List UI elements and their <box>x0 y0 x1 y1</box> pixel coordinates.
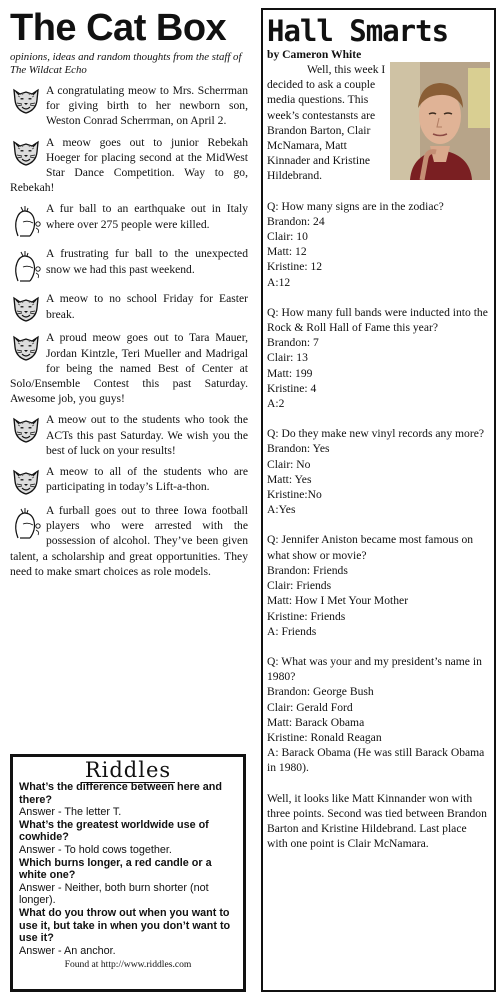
cat-box-subtitle: opinions, ideas and random thoughts from the staff of The Wildcat Echo <box>10 51 242 76</box>
brief-text: A meow out to the students who took the ACTs this past Saturday. We wish you the best of luck on your results! <box>46 413 248 457</box>
cat-box-briefs <box>10 83 248 579</box>
cat-box-brief <box>10 330 248 406</box>
riddle-answer: Answer - The letter T. <box>19 806 122 819</box>
wildcat-head-icon <box>10 413 42 445</box>
quiz-answer-line: Brandon: 24 <box>267 214 325 228</box>
riddle-answer: Answer - To hold cows together. <box>19 843 172 856</box>
brief-text: A proud meow goes out to Tara Mauer, Jordan Kintzle, Teri Mueller and Madrigal for being the named Best of Center at Solo/Ensemble Contest this past Saturday. Awesome job, you guys! <box>10 331 248 406</box>
quiz-question: Q: How many full bands were inducted into the Rock & Roll Hall of Fame this year? <box>267 305 488 335</box>
quiz-question-block <box>267 532 490 638</box>
quiz-answer-line: Clair: No <box>267 457 311 471</box>
hall-smarts-title: Hall Smarts <box>267 14 449 48</box>
riddle-question: What’s the difference between here and there? <box>19 781 222 806</box>
intro-text: Well, this week I decided to ask a couple media questions. This week’s contestansts are Brandon Barton, Clair McNamara, Matt Kinnader and Kristine Hildebrand. <box>267 63 386 183</box>
coughing-cat-icon <box>10 247 42 285</box>
cat-box-brief <box>10 83 248 129</box>
riddle-answer: Answer - Neither, both burn shorter (not longer). <box>19 881 209 907</box>
quiz-answer-line: Kristine: Ronald Reagan <box>267 730 382 744</box>
quiz-answer-line: Kristine: 12 <box>267 260 323 274</box>
quiz-answer-line: Matt: Yes <box>267 472 312 486</box>
quiz-answer-line: Clair: 10 <box>267 230 308 244</box>
quiz-answer-line: A: Friends <box>267 624 317 638</box>
riddles-source: Found at http://www.riddles.com <box>64 959 192 971</box>
quiz-answer-line: Kristine:No <box>267 488 322 502</box>
author-photo <box>390 62 490 180</box>
riddles-title: Riddles <box>19 759 237 781</box>
brief-text: A meow to all of the students who are participating in today’s Lift-a-thon. <box>46 465 248 494</box>
brief-text: A fur ball to an earthquake out in Italy where over 275 people were killed. <box>46 202 248 231</box>
quiz-answer-line: A: Barack Obama (He was still Barack Obama in 1980). <box>267 746 485 775</box>
cat-box-title: The Cat Box <box>10 7 227 49</box>
quiz-answer-line: A:Yes <box>267 503 296 517</box>
quiz-question-block <box>267 199 490 290</box>
quiz-question: Q: How many signs are in the zodiac? <box>267 199 444 213</box>
riddle-question: What’s the greatest worldwide use of cowhide? <box>19 818 209 844</box>
brief-text: A frustrating fur ball to the unexpected snow we had this past weekend. <box>46 247 248 276</box>
quiz-answer-line: Kristine: 4 <box>267 381 317 395</box>
brief-text: A furball goes out to three Iowa football players who were arrested with the possession of alcohol. They’ve been given talent, a scholarship and great opportunities. They need to make smart choices as role models. <box>10 504 248 578</box>
cat-box-brief <box>10 246 248 285</box>
quiz-answer-line: A:12 <box>267 275 291 289</box>
wildcat-head-icon <box>10 331 42 363</box>
wildcat-head-icon <box>10 465 42 497</box>
quiz-question-block <box>267 654 490 776</box>
quiz-questions <box>267 199 490 776</box>
quiz-answer-line: Kristine: Friends <box>267 609 346 623</box>
coughing-cat-icon <box>10 202 42 240</box>
riddle-list <box>19 781 237 957</box>
brief-text: A meow goes out to junior Rebekah Hoeger for placing second at the MidWest Star Dance Competition. Way to go, Rebekah! <box>10 135 248 195</box>
quiz-answer-line: Brandon: 7 <box>267 336 319 350</box>
cat-box-brief <box>10 464 248 497</box>
cat-box-brief <box>10 503 248 579</box>
closing-text: Well, it looks like Matt Kinnander won with three points. Second was tied between Brandon Barton and Kristine Hildebrand. Last place with one point is Clair McNamara. <box>267 791 487 851</box>
wildcat-head-icon <box>10 292 42 324</box>
wildcat-head-icon <box>10 136 42 168</box>
brief-text: A meow to no school Friday for Easter break. <box>46 292 248 321</box>
riddle-question: Which burns longer, a red candle or a white one? <box>19 856 212 882</box>
quiz-question: Q: Do they make new vinyl records any more? <box>267 427 484 441</box>
quiz-answer-line: Matt: 12 <box>267 245 307 259</box>
riddles-box <box>10 754 246 992</box>
quiz-answer-line: Matt: How I Met Your Mother <box>267 594 409 608</box>
riddle-answer: Answer - An anchor. <box>19 944 116 957</box>
quiz-answer-line: Clair: Friends <box>267 579 332 593</box>
quiz-answer-line: A:2 <box>267 397 285 411</box>
wildcat-head-icon <box>10 84 42 116</box>
coughing-cat-icon <box>10 504 42 542</box>
quiz-question-block <box>267 426 490 517</box>
quiz-answer-line: Brandon: Friends <box>267 563 348 577</box>
cat-box-brief <box>10 135 248 196</box>
riddle-question: What do you throw out when you want to use it, but take in when you don’t want to use it? <box>19 906 231 945</box>
cat-box-brief <box>10 291 248 324</box>
quiz-question: Q: What was your and my president’s name in 1980? <box>267 654 482 684</box>
quiz-answer-line: Brandon: George Bush <box>267 685 374 699</box>
quiz-question: Q: Jennifer Aniston became most famous on what show or movie? <box>267 533 474 562</box>
quiz-answer-line: Matt: 199 <box>267 366 313 380</box>
quiz-answer-line: Clair: Gerald Ford <box>267 700 353 714</box>
quiz-answer-line: Clair: 13 <box>267 351 308 365</box>
quiz-question-block <box>267 305 490 411</box>
byline: by Cameron White <box>267 48 362 61</box>
quiz-answer-line: Matt: Barack Obama <box>267 715 365 729</box>
quiz-answer-line: Brandon: Yes <box>267 442 330 456</box>
hall-smarts-column <box>261 8 496 992</box>
cat-box-brief <box>10 201 248 240</box>
cat-box-brief <box>10 412 248 458</box>
brief-text: A congratulating meow to Mrs. Scherrman for giving birth to her newborn son, Weston Conrad Scherrman, on April 2. <box>46 84 248 128</box>
